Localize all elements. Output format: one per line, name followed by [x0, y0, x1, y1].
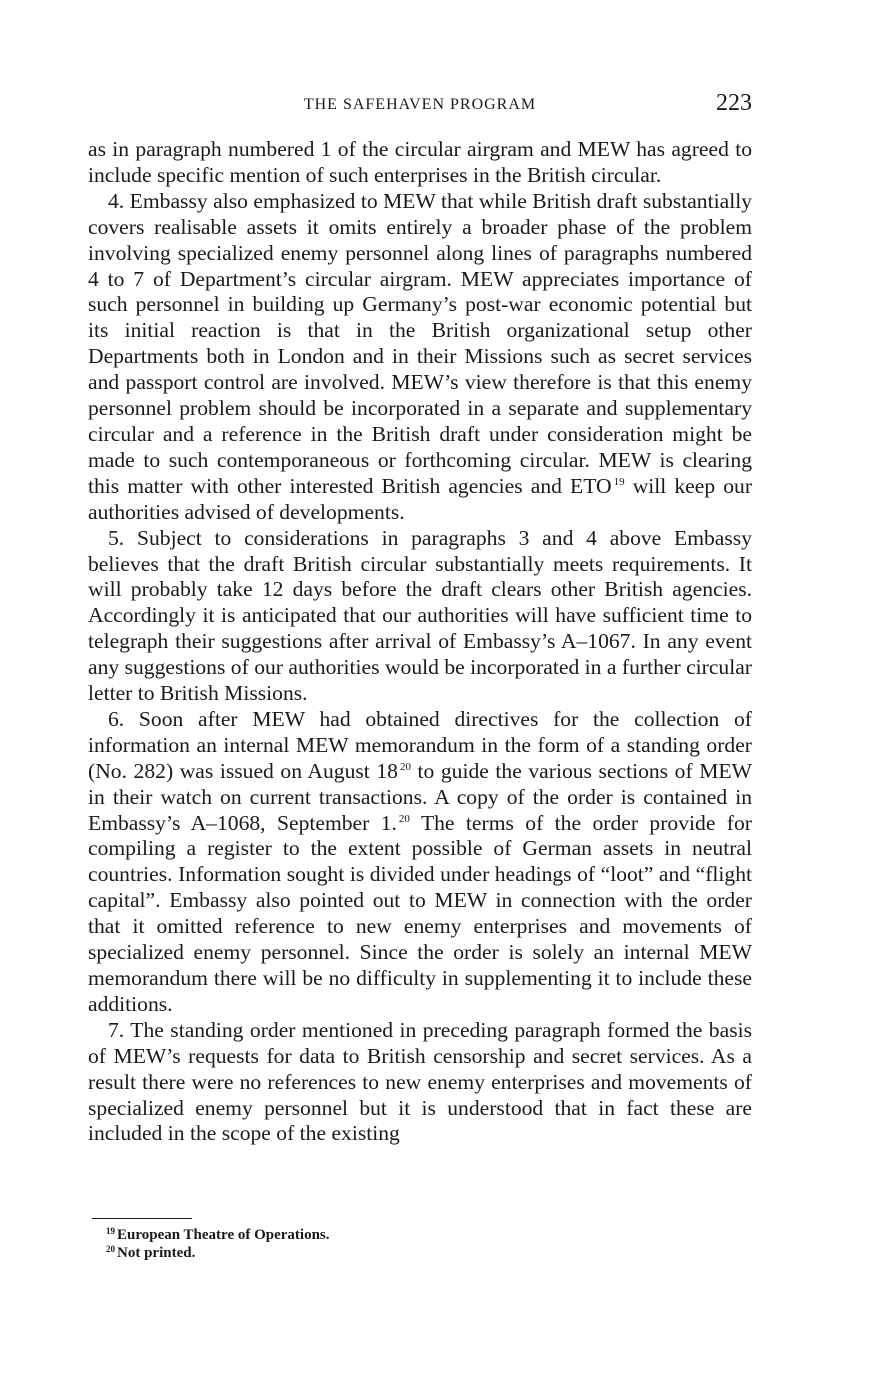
footnote-divider: [92, 1218, 192, 1219]
footnote-19: [106, 1226, 330, 1244]
paragraph-7: [88, 1018, 752, 1148]
footnote-ref-20: 20: [398, 812, 410, 825]
paragraph-5: [88, 526, 752, 707]
footnote-ref-20: 20: [399, 760, 411, 773]
body-text: [88, 137, 752, 1147]
paragraph-continued: [88, 137, 752, 189]
paragraph-4: [88, 189, 752, 526]
footnote-text: European Theatre of Operations.: [117, 1227, 330, 1243]
page-number: 223: [716, 90, 752, 116]
footnote-ref-19: 19: [613, 475, 625, 488]
running-title: THE SAFEHAVEN PROGRAM: [303, 96, 537, 113]
footnote-mark: 19: [106, 1226, 115, 1236]
paragraph-text: as in paragraph numbered 1 of the circular airgram and MEW has agreed to include specific mention of such enterprises in the British circular.: [88, 137, 752, 187]
paragraph-text: to guide the various sections of MEW in their watch on current transactions. A copy of the order is contained in Embassy’s A–1068, September 1.: [88, 758, 752, 835]
paragraph-6: [88, 707, 752, 1018]
paragraph-text: 4. Embassy also emphasized to MEW that while British draft substantially covers realisable assets it omits entirely a broader phase of the problem involving specialized enemy personnel along lines of paragraphs numbered 4 to 7 of Department’s circular airgram. MEW appreciates importance of such personnel in building up Germany’s post-war economic potential but its initial reaction is that in the British organizational setup other Departments both in London and in their Missions such as secret services and passport control are involved. MEW’s view therefore is that this enemy personnel problem should be incorporated in a separate and supplementary circular and a reference in the British draft under consideration might be made to such contemporaneous or forthcoming circular. MEW is clearing this matter with other interested British agencies and ETO: [88, 188, 752, 498]
paragraph-text: 5. Subject to considerations in paragraphs 3 and 4 above Embassy believes that the draft British circular substantially meets requirements. It will probably take 12 days before the draft clears other British agencies. Accordingly it is anticipated that our authorities will have sufficient time to telegraph their suggestions after arrival of Embassy’s A–1067. In any event any suggestions of our authorities would be incorporated in a further circular letter to British Missions.: [88, 525, 752, 706]
paragraph-text: 6. Soon after MEW had obtained directives for the collection of information an internal MEW memorandum in the form of a standing order (No. 282) was issued on August 18: [88, 706, 752, 783]
footnotes: [106, 1226, 330, 1262]
footnote-mark: 20: [106, 1244, 115, 1254]
footnote-text: Not printed.: [117, 1245, 196, 1261]
page-header: [88, 92, 752, 122]
paragraph-text: 7. The standing order mentioned in preceding paragraph formed the basis of MEW’s requests for data to British censorship and secret services. As a result there were no references to new enemy enterprises and movements of specialized enemy personnel but it is understood that in fact these are included in the scope of the existing: [88, 1017, 752, 1146]
paragraph-text: will keep our authorities advised of developments.: [88, 473, 753, 524]
footnote-20: [106, 1244, 330, 1262]
paragraph-text: The terms of the order provide for compiling a register to the extent possible of German assets in neutral countries. Information sought is divided under headings of “loot” and “flight capital”. Embassy also pointed out to MEW in connection with the order that it omitted reference to new enemy enterprises and movements of specialized enemy personnel. Since the order is solely an internal MEW memorandum there will be no difficulty in supplementing it to include these additions.: [88, 810, 752, 1016]
